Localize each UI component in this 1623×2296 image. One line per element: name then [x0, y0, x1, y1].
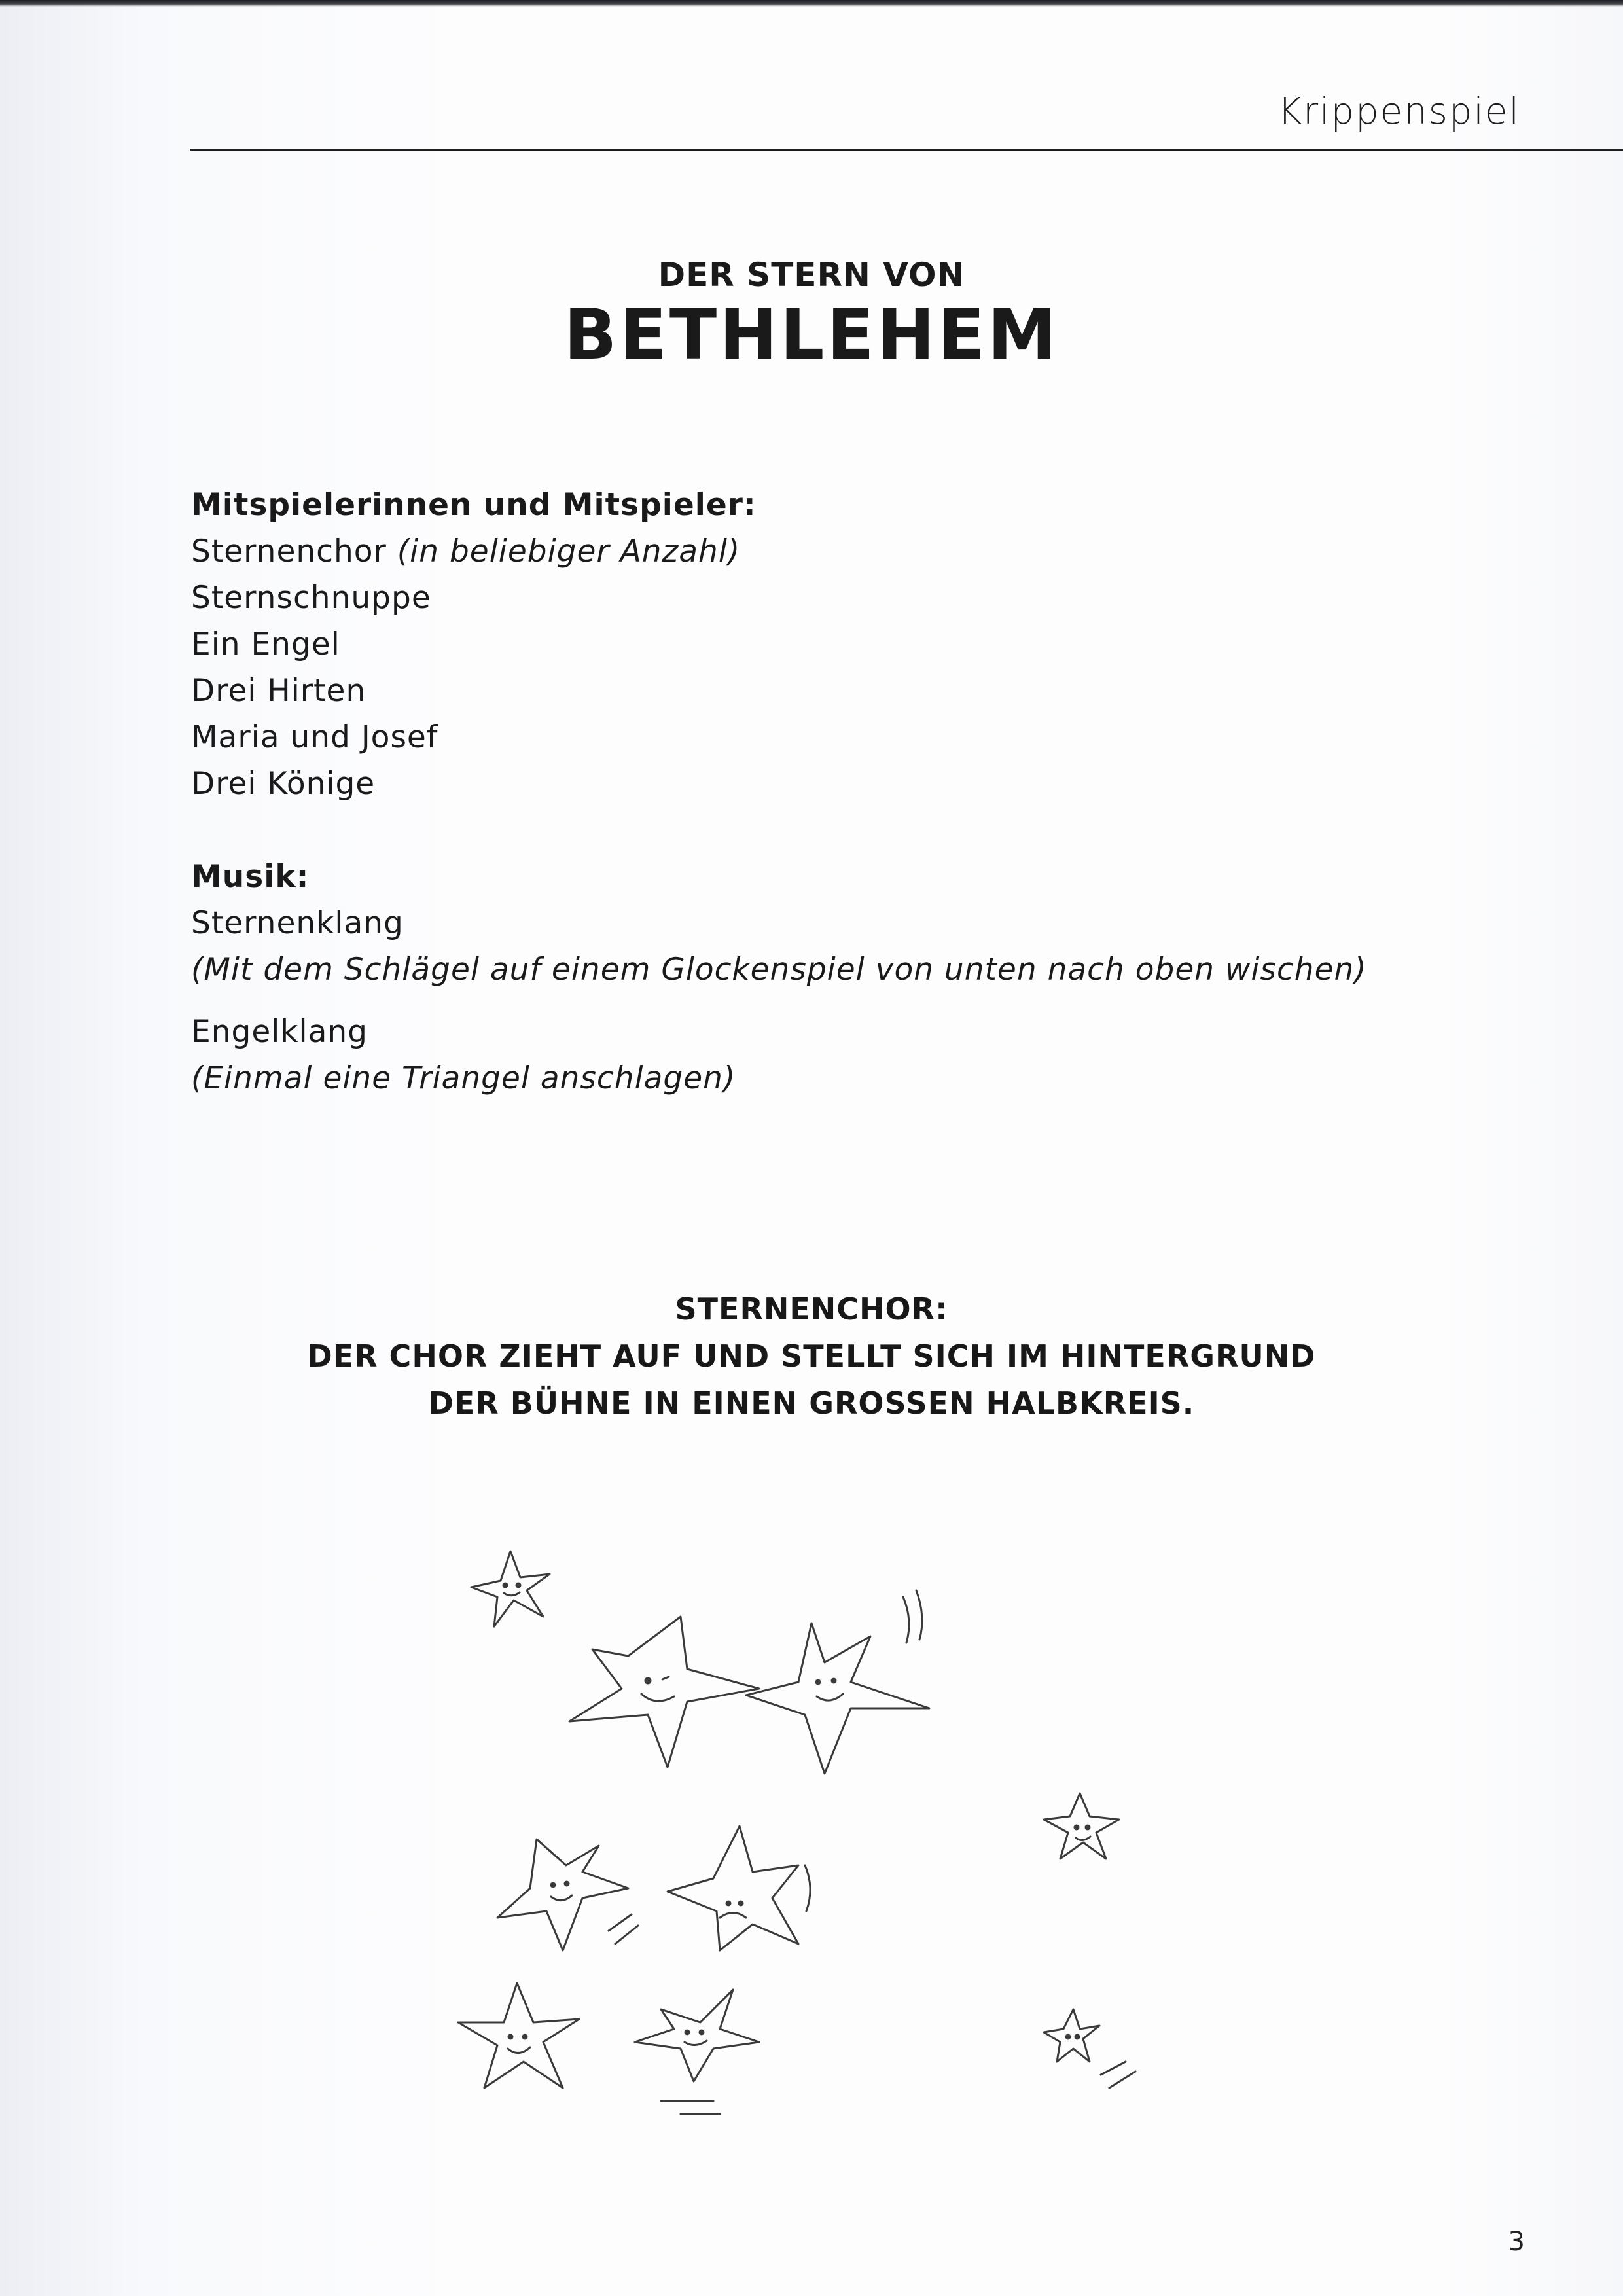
star-sketch-icon	[569, 1617, 759, 1767]
star-sketch-icon	[458, 1983, 579, 2088]
cast-item	[191, 621, 757, 668]
header-rule	[190, 149, 1623, 151]
stage-direction-line: STERNENCHOR:	[675, 1291, 948, 1327]
running-head: Krippenspiel	[1277, 90, 1520, 133]
cast-item-note: (in beliebiger Anzahl)	[397, 533, 741, 569]
cast-item	[191, 575, 757, 621]
stage-direction-line: DER BÜHNE IN EINEN GROSSEN HALBKREIS.	[428, 1386, 1195, 1421]
star-sketch-icon	[1044, 1793, 1119, 1859]
page-number: 3	[1508, 2227, 1525, 2257]
title-line-large: BETHLEHEM	[563, 295, 1060, 375]
cast-item	[191, 761, 757, 807]
music-section	[191, 853, 1367, 1102]
smiling-stars-icon	[406, 1525, 1283, 2153]
cast-item-name: Drei Hirten	[191, 673, 366, 709]
cast-item	[191, 528, 757, 575]
stage-direction	[0, 1285, 1623, 1427]
music-heading: Musik:	[191, 859, 310, 895]
music-item-note: (Einmal eine Triangel anschlagen)	[191, 1060, 736, 1096]
title-line-small: DER STERN VON	[658, 256, 965, 294]
music-item-name: Sternenklang	[191, 905, 404, 941]
music-item-name: Engelklang	[191, 1014, 368, 1050]
star-sketch-icon	[471, 1551, 550, 1626]
stage-direction-line: DER CHOR ZIEHT AUF UND STELLT SICH IM HINTERGRUND	[307, 1338, 1316, 1374]
star-sketch-icon	[746, 1590, 929, 1774]
star-sketch-icon	[1044, 2009, 1135, 2088]
spacer	[191, 993, 1367, 1009]
cast-item-name: Sternenchor	[191, 533, 387, 569]
scan-top-edge	[0, 0, 1623, 7]
cast-item	[191, 714, 757, 761]
cast-section	[191, 482, 757, 807]
cast-item-name: Sternschnuppe	[191, 580, 431, 616]
cast-item-name: Drei Könige	[191, 766, 376, 802]
title-block	[0, 254, 1623, 374]
cast-item-name: Ein Engel	[191, 626, 340, 662]
cast-item	[191, 668, 757, 714]
cast-heading: Mitspielerinnen und Mitspieler:	[191, 487, 757, 523]
music-item-note: (Mit dem Schlägel auf einem Glockenspiel von unten nach oben wischen)	[191, 952, 1367, 988]
cast-item-name: Maria und Josef	[191, 719, 438, 755]
star-sketch-icon	[497, 1839, 638, 1950]
star-sketch-icon	[635, 1990, 759, 2114]
star-sketch-icon	[668, 1826, 810, 1950]
